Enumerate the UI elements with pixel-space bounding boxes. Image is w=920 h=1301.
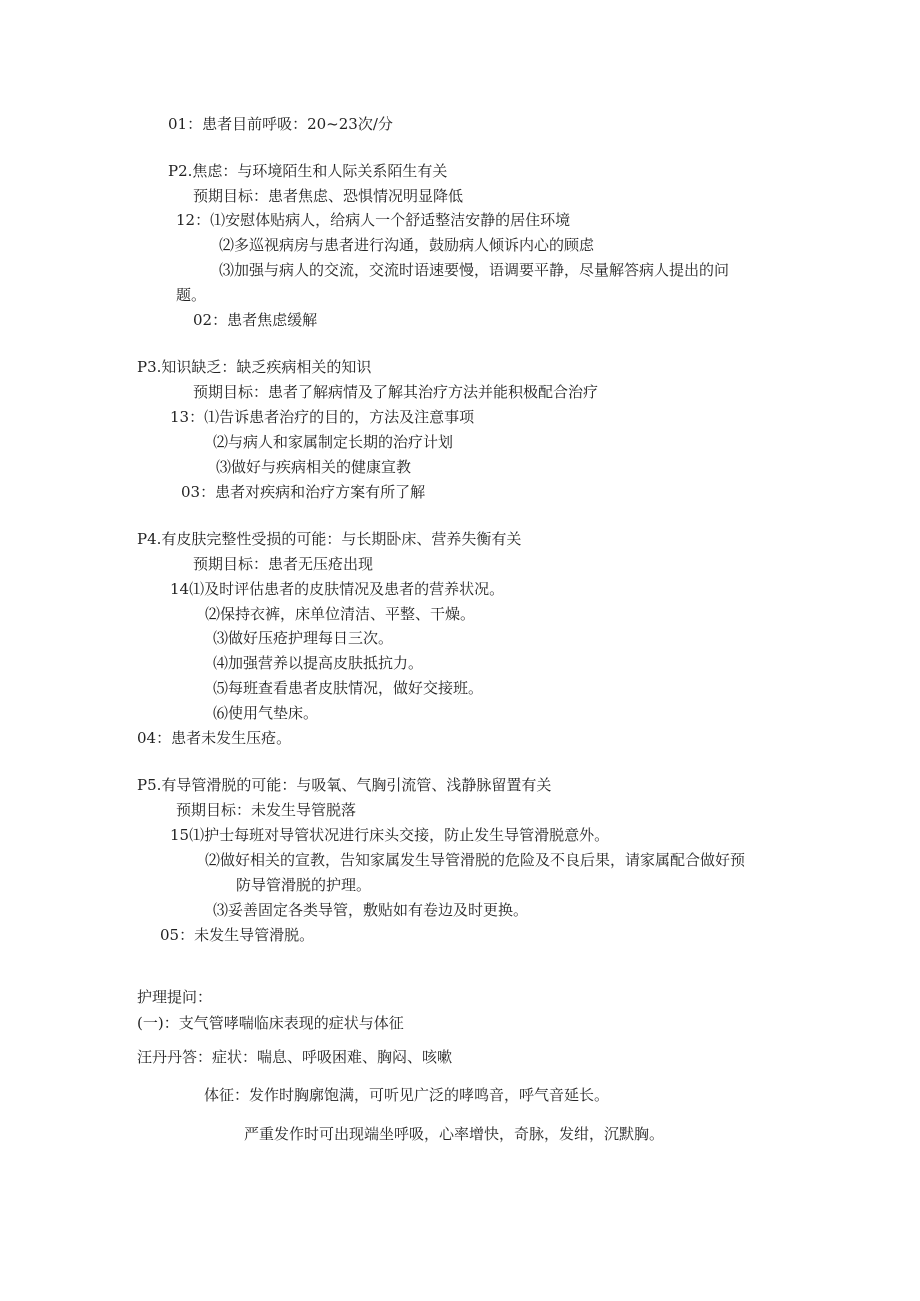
text-line: P2.焦虑：与环境陌生和人际关系陌生有关 bbox=[168, 162, 448, 180]
text-line: 预期目标：未发生导管脱落 bbox=[176, 801, 357, 819]
text-line: ⑶做好压疮护理每日三次。 bbox=[213, 629, 394, 647]
text-line: (一)：支气管哮喘临床表现的症状与体征 bbox=[137, 1014, 404, 1032]
text-line: 15⑴护士每班对导管状况进行床头交接，防止发生导管滑脱意外。 bbox=[170, 826, 610, 844]
text-line: 预期目标：患者无压疮出现 bbox=[193, 555, 374, 573]
text-line: ⑶妥善固定各类导管，敷贴如有卷边及时更换。 bbox=[213, 901, 529, 919]
text-line: 防导管滑脱的护理。 bbox=[236, 876, 372, 894]
text-line: 12：⑴安慰体贴病人，给病人一个舒适整洁安静的居住环境 bbox=[176, 211, 571, 229]
text-line: P4.有皮肤完整性受损的可能：与长期卧床、营养失衡有关 bbox=[137, 530, 522, 548]
text-line: ⑶做好与疾病相关的健康宣教 bbox=[216, 458, 412, 476]
text-line: 14⑴及时评估患者的皮肤情况及患者的营养状况。 bbox=[170, 580, 505, 598]
text-line: ⑵与病人和家属制定长期的治疗计划 bbox=[213, 433, 454, 451]
text-line: 预期目标：患者了解病情及了解其治疗方法并能积极配合治疗 bbox=[193, 383, 599, 401]
text-line: 严重发作时可出现端坐呼吸，心率增快，奇脉，发绀，沉默胸。 bbox=[244, 1125, 665, 1143]
text-line: 护理提问： bbox=[137, 988, 213, 1006]
text-line: 体征：发作时胸廓饱满，可听见广泛的哮鸣音，呼气音延长。 bbox=[204, 1086, 610, 1104]
text-line: 05：未发生导管滑脱。 bbox=[160, 926, 315, 944]
text-line: 题。 bbox=[176, 286, 207, 304]
text-line: 01：患者目前呼吸：20~23次/分 bbox=[168, 115, 393, 133]
text-line: 04：患者未发生压疮。 bbox=[137, 729, 292, 747]
text-line: 13：⑴告诉患者治疗的目的，方法及注意事项 bbox=[170, 408, 475, 426]
text-line: ⑸每班查看患者皮肤情况，做好交接班。 bbox=[213, 679, 484, 697]
text-line: ⑵保持衣裤，床单位清洁、平整、干燥。 bbox=[205, 605, 476, 623]
text-line: ⑵做好相关的宣教，告知家属发生导管滑脱的危险及不良后果，请家属配合做好预 bbox=[205, 851, 746, 869]
text-line: 汪丹丹答：症状：喘息、呼吸困难、胸闷、咳嗽 bbox=[137, 1048, 453, 1066]
text-line: 03：患者对疾病和治疗方案有所了解 bbox=[181, 483, 426, 501]
text-line: ⑶加强与病人的交流，交流时语速要慢，语调要平静，尽量解答病人提出的问 bbox=[219, 261, 730, 279]
text-line: 02：患者焦虑缓解 bbox=[193, 311, 318, 329]
text-line: 预期目标：患者焦虑、恐惧情况明显降低 bbox=[193, 187, 464, 205]
text-line: P5.有导管滑脱的可能：与吸氧、气胸引流管、浅静脉留置有关 bbox=[137, 776, 552, 794]
text-line: ⑹使用气垫床。 bbox=[213, 704, 319, 722]
text-line: ⑵多巡视病房与患者进行沟通，鼓励病人倾诉内心的顾虑 bbox=[219, 236, 595, 254]
text-line: ⑷加强营养以提高皮肤抵抗力。 bbox=[213, 654, 424, 672]
text-line: P3.知识缺乏：缺乏疾病相关的知识 bbox=[137, 358, 372, 376]
